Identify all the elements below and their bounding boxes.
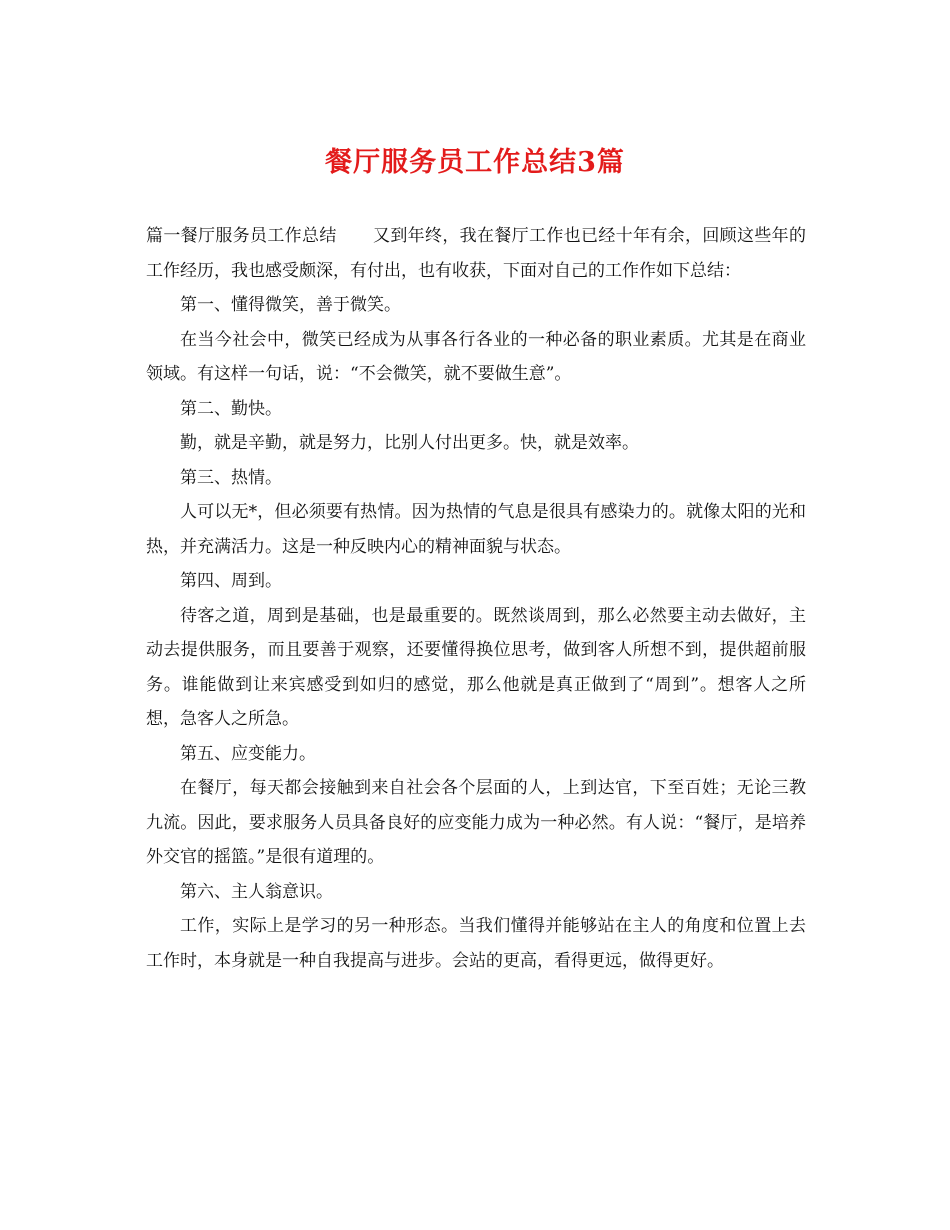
- section-heading: 第六、主人翁意识。: [180, 881, 333, 902]
- section-heading: 第三、热情。: [180, 467, 282, 488]
- intro-text: 又到年终，我在餐厅工作也已经十年有余，回顾这些年的工作经历，我也感受颇深，有付出，也有收获，下面对自己的工作作如下总结：: [146, 226, 807, 281]
- section-heading: 第二、勤快。: [180, 398, 282, 419]
- paragraph: 勤，就是辛勤，就是努力，比别人付出更多。快，就是效率。: [180, 433, 639, 453]
- paragraph: 在当今社会中，微笑已经成为从事各行各业的一种必备的职业素质。尤其是在商业领域。有这样一句话，说：“不会微笑，就不要做生意”。: [146, 329, 806, 384]
- paragraph: 工作，实际上是学习的另一种形态。当我们懂得并能够站在主人的角度和位置上去工作时，本身就是一种自我提高与进步。会站的更高，看得更远，做得更好。: [146, 916, 806, 971]
- paragraph: 在餐厅，每天都会接触到来自社会各个层面的人，上到达官，下至百姓；无论三教九流。因此，要求服务人员具备良好的应变能力成为一种必然。有人说：“餐厅，是培养外交官的摇篮。”是很有道理的。: [146, 778, 806, 867]
- document-body: [146, 219, 806, 978]
- intro-paragraph: [146, 219, 806, 288]
- section-heading: 第五、应变能力。: [180, 743, 316, 764]
- paragraph: 待客之道，周到是基础，也是最重要的。既然谈周到，那么必然要主动去做好，主动去提供服务，而且要善于观察，还要懂得换位思考，做到客人所想不到，提供超前服务。谁能做到让来宾感受到如归的感觉，那么他就是真正做到了“周到”。想客人之所想，急客人之所急。: [146, 605, 806, 729]
- section-heading: 第四、周到。: [180, 571, 282, 591]
- document-title: 餐厅服务员工作总结3篇: [325, 147, 625, 178]
- paragraph: 人可以无*，但必须要有热情。因为热情的气息是很具有感染力的。就像太阳的光和热，并充满活力。这是一种反映内心的精神面貌与状态。: [146, 502, 806, 557]
- intro-heading: 篇一餐厅服务员工作总结: [146, 226, 337, 246]
- section-heading: 第一、懂得微笑，善于微笑。: [180, 295, 401, 315]
